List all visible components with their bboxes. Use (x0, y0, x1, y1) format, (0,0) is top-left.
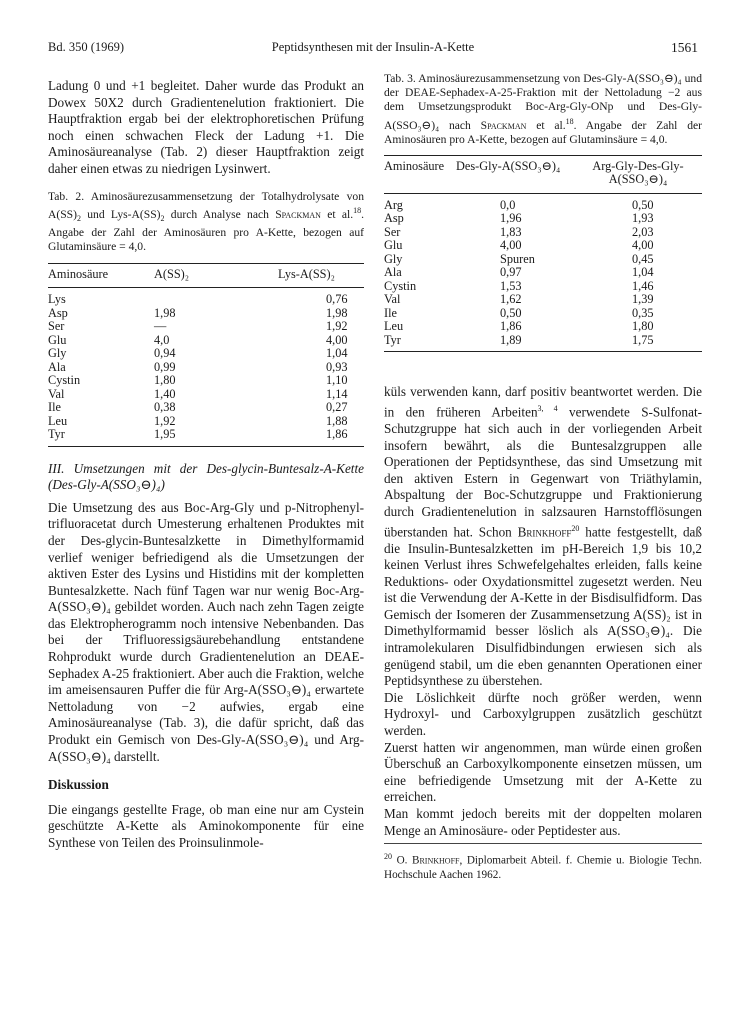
table-cell: 1,14 (326, 386, 348, 401)
table-header-cell: Des-Gly-A(SSO₃⊖)₄ (456, 158, 561, 173)
body-paragraph: Die Umsetzung des aus Boc-Arg-Gly und p-Nitrophenyl-trifluoracetat durch Umesterung erhaltenen Produktes mit der Des-glycin-Buntesalzkette in Dimethylformamid verlief weniger befriedigend als die Umsetzungen der aktiven Ester des Lysins und Histidins mit der kompletten Buntesalzkette. Nach fünf Tagen war nur wenig Boc-Arg-A(SSO₃⊖)₄ gebildet worden. Auch nach zehn Tagen zeigte das Elektropherogramm noch intensive Nebenbanden. Das bei der Trifluoressigsäurebehandlung entstandene Rohprodukt wurde durch Gradientenelution an DEAE-Sephadex A-25 fraktioniert. Aber auch die Fraktion, welche im ameisensauren Puffer die für Arg-A(SSO₃⊖)₄ erwartete Nettoladung von −2 aufwies, ergab eine Aminosäureanalyse (Tab. 3), die dafür spricht, daß das Produkt ein Gemisch von Des-Gly-A(SSO₃⊖)₄ und Arg-A(SSO₃⊖)₄ darstellt. (48, 499, 364, 764)
table-cell: — (154, 319, 167, 334)
page-number: 1561 (671, 40, 698, 55)
table-cell: Tyr (48, 427, 65, 442)
table-cell: 1,86 (326, 427, 348, 442)
right-column (384, 72, 702, 882)
table-cell: 0,45 (632, 251, 654, 266)
table-row (384, 193, 702, 212)
table-cell: 0,99 (154, 359, 176, 374)
table-row (384, 307, 702, 321)
table-cell: 1,46 (632, 278, 654, 293)
table-row (48, 288, 364, 307)
body-paragraph: Zuerst hatten wir angenommen, man würde einen großen Überschuß an Carboxylkomponente einsetzen müssen, um eine befriedigende Umsetzung mit der A-Kette zu erreichen. (384, 739, 702, 805)
table-header-cell: A(SS)₂ (154, 266, 190, 281)
table-row (48, 401, 364, 415)
table-row (48, 388, 364, 402)
table-row (384, 212, 702, 226)
table-cell: 1,92 (326, 319, 348, 334)
table-cell: Glu (384, 238, 403, 253)
table-cell: Gly (48, 346, 67, 361)
table-cell: 1,80 (632, 319, 654, 334)
table-cell: 2,03 (632, 224, 654, 239)
table-row (384, 266, 702, 280)
footnote-rule (384, 843, 702, 844)
table-cell: Ile (48, 400, 61, 415)
table-row (48, 361, 364, 375)
table-cell: 1,04 (326, 346, 348, 361)
table-cell: 0,50 (632, 197, 654, 212)
table-cell: Ser (384, 224, 401, 239)
table-cell: 0,94 (154, 346, 176, 361)
volume-label: Bd. 350 (1969) (48, 40, 125, 54)
table-cell: Arg (384, 197, 403, 212)
table-cell: Cystin (48, 373, 81, 388)
table-cell: 1,10 (326, 373, 348, 388)
table-cell (154, 288, 264, 307)
table-cell: Ala (384, 265, 402, 280)
table-row (384, 334, 702, 352)
table-cell: 4,00 (632, 238, 654, 253)
table-cell: 1,98 (326, 305, 348, 320)
table-cell: 1,75 (632, 332, 654, 347)
table-cell: 0,76 (326, 292, 348, 307)
table-cell: 1,98 (154, 305, 176, 320)
table-cell: 1,96 (500, 211, 522, 226)
table-cell: 1,40 (154, 386, 176, 401)
table-row (48, 428, 364, 446)
table-cell: 0,0 (500, 197, 516, 212)
table-cell: Gly (384, 251, 403, 266)
table-cell: 0,35 (632, 305, 654, 320)
table-cell: 1,89 (500, 332, 522, 347)
body-paragraph: Man kommt jedoch bereits mit der doppelten molaren Menge an Aminosäure- oder Peptidester aus. (384, 806, 702, 838)
left-column (48, 78, 364, 852)
table-cell: Asp (48, 305, 68, 320)
table-cell: Asp (384, 211, 404, 226)
table-cell: Tyr (384, 332, 401, 347)
table-cell: Leu (384, 319, 404, 334)
table-row (384, 320, 702, 334)
table-cell: 1,53 (500, 278, 522, 293)
table-cell: 4,0 (154, 332, 170, 347)
table-cell: Leu (48, 413, 68, 428)
table-row (384, 293, 702, 307)
table-3-caption: Tab. 3. Aminosäurezusammensetzung von Des-Gly-A(SSO₃⊖)₄ und der DEAE-Sephadex-A-25-Fraktion mit der Nettoladung −2 aus dem Umsetzungsprodukt Boc-Arg-Gly-ONp und Des-Gly-A(SSO₃⊖)₄ nach Spackman et al.$^{18}$. Angabe der Zahl der Aminosäuren pro A-Kette, bezogen auf Glutaminsäure = 4,0. (384, 72, 702, 146)
table-row (48, 320, 364, 334)
table-cell: 1,93 (632, 211, 654, 226)
table-row (48, 374, 364, 388)
table-3 (384, 155, 702, 353)
table-cell: 1,39 (632, 292, 654, 307)
body-paragraph: Ladung 0 und +1 begleitet. Daher wurde das Produkt an Dowex 50X2 durch Gradientenelution fraktioniert. Die Hauptfraktion ergab bei der elektrophoretischen Prüfung noch einen schwachen Fleck der Ladung +1. Die Aminosäureanalyse (Tab. 2) dieser Hauptfraktion zeigt daher einen etwas zu niedrigen Lysinwert. (48, 78, 364, 176)
table-cell: 1,92 (154, 413, 176, 428)
table-cell: Ser (48, 319, 65, 334)
table-header-cell: Arg-Gly-Des-Gly-A(SSO₃⊖)₄ (592, 158, 684, 187)
table-header-cell: Aminosäure (48, 266, 109, 281)
table-row (384, 253, 702, 267)
table-2 (48, 263, 364, 447)
table-cell: 0,38 (154, 400, 176, 415)
table-row (48, 307, 364, 321)
body-paragraph: Die eingangs gestellte Frage, ob man eine nur am Cystein geschützte A-Kette als Aminokomponente für eine Synthese von Teilen des Proinsulinmole- (48, 801, 364, 851)
table-cell: Spuren (500, 251, 535, 266)
table-cell: 1,83 (500, 224, 522, 239)
table-row (48, 415, 364, 429)
table-cell: 0,50 (500, 305, 522, 320)
table-cell: 1,80 (154, 373, 176, 388)
section-title: Diskussion (48, 777, 109, 793)
table-header-cell: Aminosäure (384, 158, 445, 173)
table-cell: Ile (384, 305, 397, 320)
table-cell: 0,27 (326, 400, 348, 415)
table-cell: 1,62 (500, 292, 522, 307)
footnote: $^{20}$ O. Brinkhoff, Diplomarbeit Abteil. f. Chemie u. Biologie Techn. Hochschule Aachen 1962. (384, 852, 702, 881)
table-cell: Cystin (384, 278, 417, 293)
table-header-cell: Lys-A(SS)₂ (278, 266, 335, 281)
running-title: Peptidsynthesen mit der Insulin-A-Kette (271, 40, 475, 54)
table-2-caption: Tab. 2. Aminosäurezusammensetzung der Totalhydrolysate von $A(SS)_2$ und Lys-$A(SS)_2$ durch Analyse nach Spackman et al.$^{18}$. Angabe der Zahl der Aminosäuren pro A-Kette, bezogen auf Glutaminsäure = 4,0. (48, 189, 364, 254)
running-header (48, 40, 698, 58)
section-heading: III. Umsetzungen mit der Des-glycin-Buntesalz-A-Kette (Des-Gly-A(SSO₃⊖)₄) (48, 460, 364, 493)
table-cell: 1,88 (326, 413, 348, 428)
table-row (384, 280, 702, 294)
body-paragraph: küls verwenden kann, darf positiv beantwortet werden. Die in den früheren Arbeiten$^{3, 4}$ verwendete S-Sulfonat-Schutzgruppe hat sich auch in der vorliegenden Arbeit insofern bewährt, als die Buntesalzgruppen alle Operationen der Peptidsynthese, das sind Umsetzung mit den aktiven Estern in Gegenwart von Triäthylamin, Abspaltung der Boc-Schutzgruppe und Fraktionierung durch Gradientenelution in salzsauren Harnstofflösungen überstanden hat. Schon Brinkhoff$^{20}$ hatte festgestellt, daß die Insulin-Buntesalzketten im pH-Bereich 1,9 bis 10,2 keinen Verlust ihres Schwefelgehaltes erleiden, falls keine Reduktions- oder Oxydationsmittel zugesetzt werden. Neu ist die Verwendung der A-Kette in der Bisdisulfidform. Das Gemisch der Isomeren der Zusammensetzung A(SS)₂ ist in Dimethylformamid besser löslich als A(SSO₃⊖)₄. Die intramolekularen Disulfidbindungen erwiesen sich als genügend stabil, um die eben genannten Operationen einer Peptidsynthese zu überstehen. (384, 384, 702, 689)
table-cell: Val (384, 292, 401, 307)
table-cell: 4,00 (326, 332, 348, 347)
table-row (48, 347, 364, 361)
table-row (384, 226, 702, 240)
table-cell: Lys (48, 292, 66, 307)
table-cell: Ala (48, 359, 66, 374)
table-cell: 0,93 (326, 359, 348, 374)
table-cell: 4,00 (500, 238, 522, 253)
table-row (384, 239, 702, 253)
table-row (48, 334, 364, 348)
table-cell: 1,86 (500, 319, 522, 334)
table-cell: Val (48, 386, 65, 401)
table-cell: Glu (48, 332, 67, 347)
table-cell: 0,97 (500, 265, 522, 280)
body-paragraph: Die Löslichkeit dürfte noch größer werden, wenn Hydroxyl- und Carboxylgruppen zusätzlich geschützt werden. (384, 689, 702, 739)
table-cell: 1,95 (154, 427, 176, 442)
table-cell: 1,04 (632, 265, 654, 280)
